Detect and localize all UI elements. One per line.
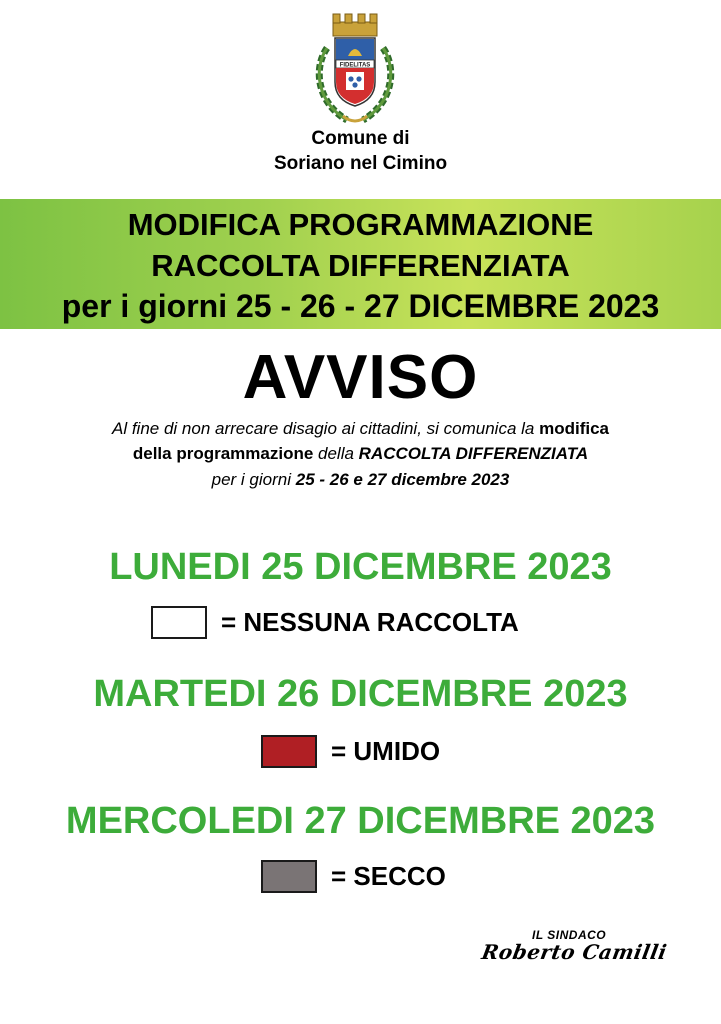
intro-text: della xyxy=(313,444,359,463)
municipal-crest-logo xyxy=(305,8,405,128)
municipality-line-2: Soriano nel Cimino xyxy=(273,153,448,174)
intro-emphasis: RACCOLTA DIFFERENZIATA xyxy=(358,444,589,463)
legend-item xyxy=(151,602,519,642)
municipality-line-1: Comune di xyxy=(311,128,410,149)
notice-title: AVVISO xyxy=(242,343,479,412)
banner-line-3: per i giorni 25 - 26 - 27 DICEMBRE 2023 xyxy=(61,288,660,324)
intro-text: Al fine di non arrecare disagio ai cittadini, si comunica la xyxy=(111,419,540,438)
day-heading-tuesday: MARTEDI 26 DICEMBRE 2023 xyxy=(93,673,628,715)
color-swatch xyxy=(261,735,317,768)
svg-text:FIDELITAS: FIDELITAS xyxy=(339,62,371,69)
intro-line-2 xyxy=(0,442,721,466)
legend-label: = SECCO xyxy=(331,860,446,891)
intro-emphasis: della programmazione xyxy=(132,444,314,463)
legend-item xyxy=(261,731,440,771)
intro-text: per i giorni xyxy=(211,470,296,489)
legend-label: = NESSUNA RACCOLTA xyxy=(221,606,519,637)
signature-name: Roberto Camilli xyxy=(479,940,669,964)
signature-title: IL SINDACO xyxy=(532,928,607,942)
color-swatch xyxy=(261,860,317,893)
banner-line-1: MODIFICA PROGRAMMAZIONE xyxy=(127,207,594,242)
day-heading-monday: LUNEDI 25 DICEMBRE 2023 xyxy=(109,546,612,588)
legend-label: = UMIDO xyxy=(331,735,441,766)
intro-line-1 xyxy=(0,417,721,441)
intro-line-3 xyxy=(0,468,721,492)
legend-item xyxy=(261,856,446,896)
color-swatch xyxy=(151,606,207,639)
intro-emphasis: modifica xyxy=(539,419,609,438)
banner-line-2: RACCOLTA DIFFERENZIATA xyxy=(151,248,570,283)
intro-emphasis: 25 - 26 e 27 dicembre 2023 xyxy=(295,470,510,489)
day-heading-wednesday: MERCOLEDI 27 DICEMBRE 2023 xyxy=(65,800,656,842)
